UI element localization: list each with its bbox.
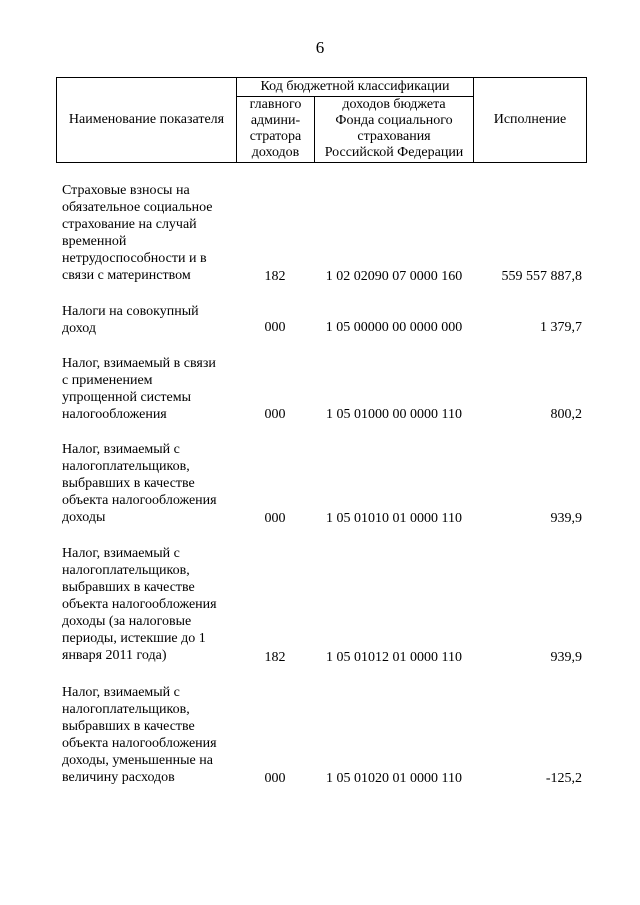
row-budget-code: 1 05 00000 00 0000 000 <box>325 320 463 335</box>
row-name: Налог, взимаемый с налогоплательщиков, выбравших в качестве объекта налогообложения доходы <box>62 442 217 525</box>
row-budget-code: 1 05 01012 01 0000 110 <box>326 650 462 665</box>
row-name: Налог, взимаемый с налогоплательщиков, выбравших в качестве объекта налогообложения доходы (за налоговые периоды, истекшие до 1 января 2011 года) <box>62 546 217 663</box>
row-execution: 939,9 <box>550 650 582 665</box>
row-name: Налог, взимаемый в связи с применением упрощенной системы налогообложения <box>62 356 216 422</box>
header-budget-code-title: Код бюджетной классификации <box>237 78 473 97</box>
row-budget-code: 1 05 01000 00 0000 110 <box>326 407 462 422</box>
header-indicator-name: Наименование показателя <box>57 78 237 162</box>
row-budget-code: 1 05 01020 01 0000 110 <box>326 771 462 786</box>
table-header <box>56 77 587 163</box>
row-admin-code: 182 <box>264 269 286 284</box>
header-fund-income-code: доходов бюджета Фонда социального страхования Российской Федерации <box>324 97 464 160</box>
row-admin-code: 000 <box>264 320 286 335</box>
row-admin-code: 000 <box>264 771 286 786</box>
row-budget-code: 1 02 02090 07 0000 160 <box>325 269 463 284</box>
row-admin-code: 182 <box>264 650 286 665</box>
row-name: Страховые взносы на обязательное социальное страхование на случай временной нетрудоспособности и в связи с материнством <box>62 183 213 283</box>
header-chief-administrator: главного админи- стратора доходов <box>237 97 315 162</box>
header-execution: Исполнение <box>473 78 586 162</box>
row-admin-code: 000 <box>264 511 286 526</box>
row-name: Налог, взимаемый с налогоплательщиков, выбравших в качестве объекта налогообложения доходы, уменьшенные на величину расходов <box>62 685 217 785</box>
row-name: Налоги на совокупный доход <box>62 304 199 336</box>
row-execution: 800,2 <box>550 407 582 422</box>
row-execution: 939,9 <box>550 511 582 526</box>
row-budget-code: 1 05 01010 01 0000 110 <box>326 511 462 526</box>
row-execution: 559 557 887,8 <box>501 269 582 284</box>
page-number: 6 <box>315 38 325 57</box>
row-admin-code: 000 <box>264 407 286 422</box>
row-execution: -125,2 <box>545 771 582 786</box>
row-execution: 1 379,7 <box>540 320 582 335</box>
